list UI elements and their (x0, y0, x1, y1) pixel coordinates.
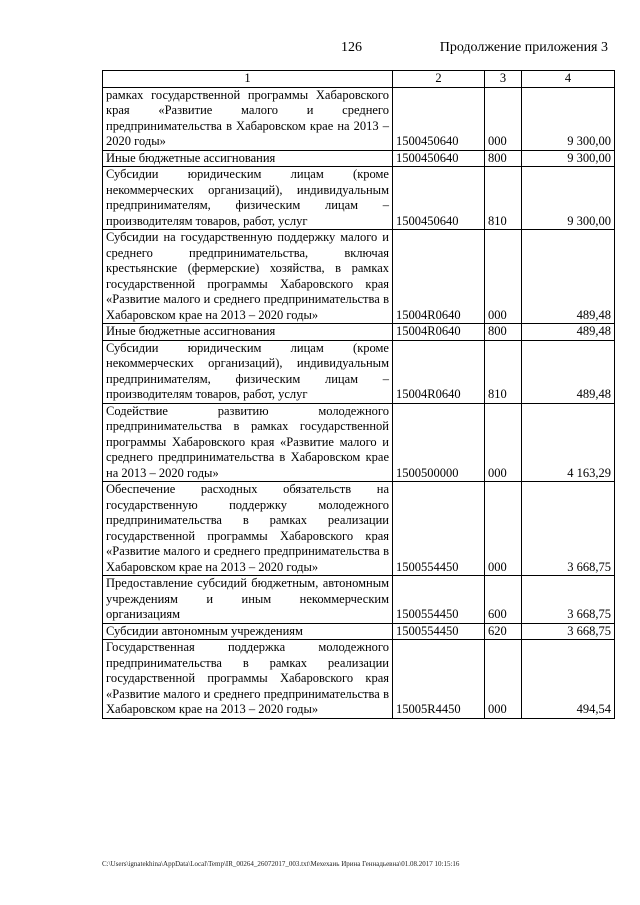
table-row (103, 640, 615, 719)
row-expense-type: 000 (485, 403, 522, 482)
row-code: 1500450640 (393, 150, 485, 167)
row-expense-type: 000 (485, 87, 522, 150)
row-expense-type: 000 (485, 482, 522, 576)
row-expense-type: 800 (485, 150, 522, 167)
row-description: Субсидии на государственную поддержку малого и среднего предпринимательства, включая крестьянские (фермерские) хозяйства, в рамках государственной программы Хабаровского края «Развитие малого и среднего предпринимательства в Хабаровском крае на 2013 – 2020 годы» (103, 230, 393, 324)
row-amount: 3 668,75 (522, 482, 615, 576)
table-row (103, 340, 615, 403)
table-row (103, 576, 615, 624)
column-header-4: 4 (522, 71, 615, 88)
row-description: Государственная поддержка молодежного предпринимательства в рамках реализации государственной программы Хабаровского края «Развитие малого и среднего предпринимательства в Хабаровском крае на 2013 – 2020 годы» (103, 640, 393, 719)
row-amount: 489,48 (522, 340, 615, 403)
row-description: Обеспечение расходных обязательств на государственную поддержку молодежного предпринимательства в рамках реализации государственной программы Хабаровского края «Развитие малого и среднего предпринимательства в Хабаровском крае на 2013 – 2020 годы» (103, 482, 393, 576)
row-code: 15004R0640 (393, 340, 485, 403)
row-description: Содействие развитию молодежного предпринимательства в рамках государственной программы Хабаровского края «Развитие малого и среднего предпринимательства в Хабаровском крае на 2013 – 2020 годы» (103, 403, 393, 482)
table-row (103, 230, 615, 324)
budget-table (102, 70, 615, 719)
row-amount: 4 163,29 (522, 403, 615, 482)
table-row (103, 623, 615, 640)
row-expense-type: 810 (485, 167, 522, 230)
row-amount: 9 300,00 (522, 167, 615, 230)
row-amount: 3 668,75 (522, 576, 615, 624)
row-code: 15004R0640 (393, 230, 485, 324)
column-header-2: 2 (393, 71, 485, 88)
row-expense-type: 000 (485, 640, 522, 719)
row-description: рамках государственной программы Хабаровского края «Развитие малого и среднего предпринимательства в Хабаровском крае на 2013 – 2020 годы» (103, 87, 393, 150)
row-amount: 3 668,75 (522, 623, 615, 640)
row-expense-type: 800 (485, 324, 522, 341)
table-row (103, 403, 615, 482)
row-code: 1500450640 (393, 167, 485, 230)
table-header-row (103, 71, 615, 88)
row-amount: 489,48 (522, 324, 615, 341)
row-expense-type: 600 (485, 576, 522, 624)
table-row (103, 150, 615, 167)
table-row (103, 167, 615, 230)
row-code: 1500554450 (393, 482, 485, 576)
row-amount: 489,48 (522, 230, 615, 324)
page-number: 126 (341, 40, 362, 55)
row-expense-type: 810 (485, 340, 522, 403)
row-description: Субсидии юридическим лицам (кроме некоммерческих организаций), индивидуальным предпринимателям, физическим лицам – производителям товаров, работ, услуг (103, 167, 393, 230)
table-row (103, 482, 615, 576)
table-body (103, 87, 615, 718)
table-row (103, 87, 615, 150)
row-expense-type: 620 (485, 623, 522, 640)
row-description: Предоставление субсидий бюджетным, автономным учреждениям и иным некоммерческим организациям (103, 576, 393, 624)
row-code: 15005R4450 (393, 640, 485, 719)
row-code: 1500450640 (393, 87, 485, 150)
row-code: 1500500000 (393, 403, 485, 482)
row-description: Субсидии автономным учреждениям (103, 623, 393, 640)
row-amount: 494,54 (522, 640, 615, 719)
column-header-1: 1 (103, 71, 393, 88)
continuation-label: Продолжение приложения 3 (439, 40, 608, 55)
row-description: Иные бюджетные ассигнования (103, 324, 393, 341)
column-header-3: 3 (485, 71, 522, 88)
table-row (103, 324, 615, 341)
footer-file-path: C:\Users\ignatekhina\AppData\Local\Temp\IR_00264_26072017_003.txt\Мехехаиь Ирина Геннадьевна\01.08.2017 10:15:16 (102, 860, 460, 868)
row-code: 1500554450 (393, 623, 485, 640)
row-amount: 9 300,00 (522, 87, 615, 150)
row-code: 15004R0640 (393, 324, 485, 341)
row-expense-type: 000 (485, 230, 522, 324)
row-description: Иные бюджетные ассигнования (103, 150, 393, 167)
row-description: Субсидии юридическим лицам (кроме некоммерческих организаций), индивидуальным предпринимателям, физическим лицам – производителям товаров, работ, услуг (103, 340, 393, 403)
row-code: 1500554450 (393, 576, 485, 624)
row-amount: 9 300,00 (522, 150, 615, 167)
